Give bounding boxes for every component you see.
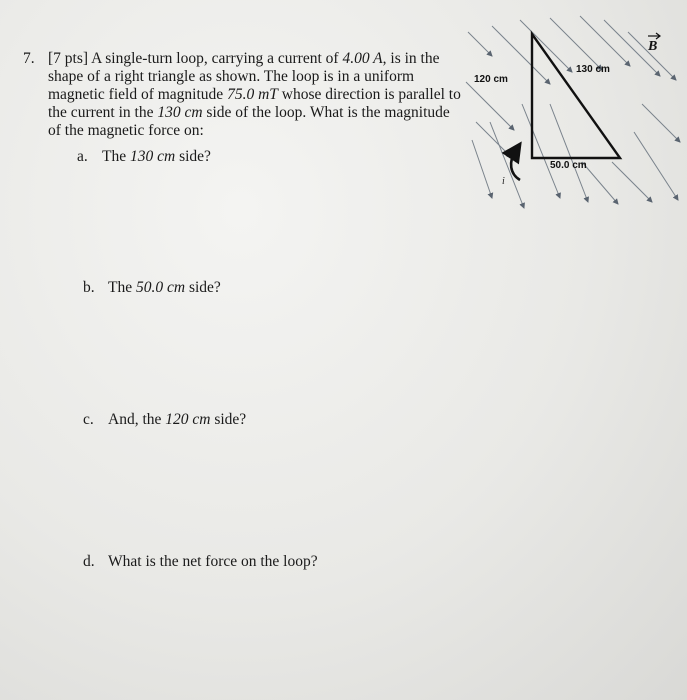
question-text-part: whose direction is parallel to the current in the [48, 86, 461, 121]
part-b-side: 50.0 cm [135, 279, 186, 296]
label-120cm: 120 cm [474, 74, 508, 85]
part-c-text: And, the [108, 411, 166, 428]
field-line [468, 32, 492, 56]
field-line [580, 16, 630, 66]
field-value: 75.0 mT [227, 86, 278, 103]
field-line [612, 162, 652, 202]
part-d-label: d. [83, 553, 95, 570]
question-points: [7 pts] [48, 50, 89, 67]
label-50cm: 50.0 cm [550, 160, 587, 171]
field-vector-label [647, 33, 660, 54]
triangle-loop-figure [462, 12, 684, 212]
field-line [476, 122, 512, 158]
part-b-label: b. [83, 279, 95, 296]
question-7 [23, 50, 463, 140]
current-symbol: i [502, 176, 505, 187]
part-a-text-end: side? [175, 148, 211, 165]
part-c-side: 120 cm [165, 411, 211, 428]
question-text [48, 50, 463, 140]
field-line [520, 20, 572, 72]
question-number: 7. [23, 50, 35, 67]
current-value: 4.00 A [342, 50, 383, 67]
current-direction-arrow [502, 150, 520, 187]
part-a [77, 148, 211, 166]
part-a-text: The [102, 148, 130, 165]
current-arrow [511, 150, 520, 180]
field-symbol: B [648, 39, 658, 54]
question-text-part: , is in the shape of a right triangle as shown. The loop is in a uniform magnetic field of magnitude [48, 50, 440, 103]
field-line [642, 104, 680, 142]
triangle-loop [532, 34, 620, 158]
part-d [83, 553, 318, 571]
label-130cm: 130 cm [576, 64, 610, 75]
part-c [83, 411, 246, 429]
field-line [490, 122, 524, 208]
part-a-label: a. [77, 148, 88, 165]
part-b-text: The [108, 279, 136, 296]
field-line [472, 140, 492, 198]
part-d-text: What is the net force on the loop? [108, 553, 318, 570]
question-text-part: A single-turn loop, carrying a current of [88, 50, 343, 67]
field-line [582, 162, 618, 204]
question-text-part: side of the loop. What is the magnitude of the magnetic force on: [48, 104, 450, 139]
part-a-side: 130 cm [129, 148, 176, 165]
part-c-label: c. [83, 411, 94, 428]
field-line [522, 104, 560, 198]
part-b [83, 279, 221, 297]
field-line [634, 132, 678, 200]
part-b-text-end: side? [185, 279, 221, 296]
field-line [550, 18, 602, 70]
side-reference: 130 cm [157, 104, 203, 121]
part-c-text-end: side? [210, 411, 247, 428]
